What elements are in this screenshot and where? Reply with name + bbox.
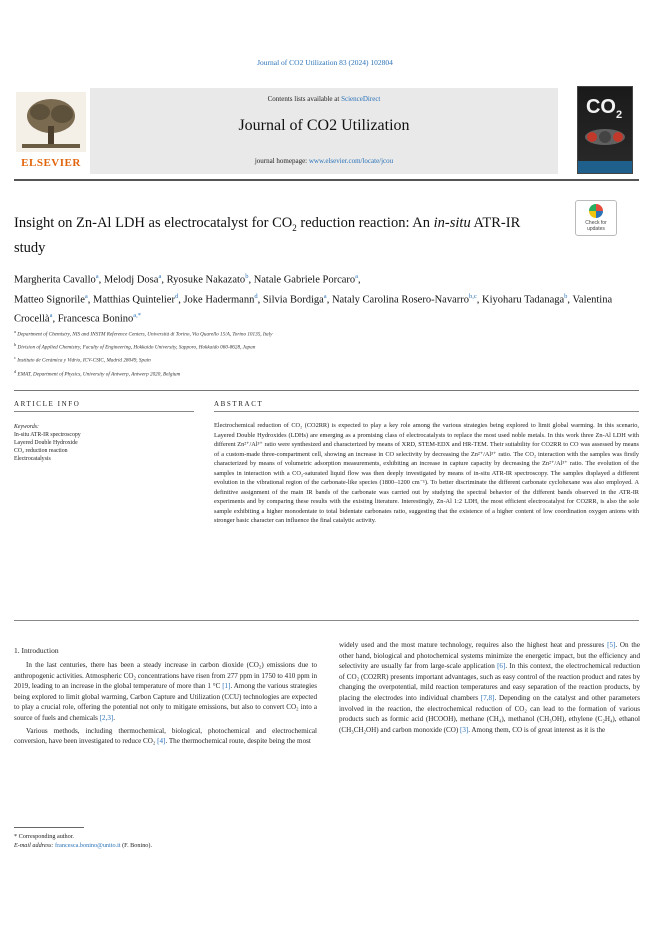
right-text-e: . Among them, CO is of great interest as it is the: [468, 725, 606, 734]
title-part1: Insight on Zn-Al LDH as electrocatalyst for CO: [14, 215, 293, 231]
para2-text-a: Various methods, including thermochemical, biological, photochemical and electrochemical conversion, have been investigated to reduce CO₂: [14, 726, 317, 746]
section-heading-introduction: 1. Introduction: [14, 646, 59, 655]
homepage-line: [90, 157, 558, 165]
author-affiliation-marker[interactable]: a: [49, 312, 53, 319]
badge-line1: Check for: [585, 220, 607, 226]
reference-link[interactable]: [2,3]: [99, 713, 114, 722]
publisher-name: ELSEVIER: [21, 157, 81, 169]
reference-link[interactable]: [3]: [460, 725, 469, 734]
author-name[interactable]: Matteo Signorile: [14, 294, 85, 305]
homepage-link[interactable]: www.elsevier.com/locate/jcou: [308, 157, 394, 165]
author-separator: ,: [98, 274, 104, 286]
title-italic: in-situ: [433, 215, 471, 231]
reference-link[interactable]: [1]: [222, 682, 231, 691]
author-name[interactable]: Melodj Dosa: [103, 274, 159, 286]
homepage-prefix: journal homepage:: [254, 157, 309, 165]
right-text-d: . Depending on the catalyst and other parameters involved in the reaction, the electrochemical reduction of CO₂ can lead to the formation of various products such as formic acid (HCOOH), methane (CH₄), methanol (CH₃OH), ethylene (C₂H₄), ethanol (CH₃CH₂OH) and carbon monoxide (CO): [339, 693, 641, 734]
affiliation-item: [14, 340, 614, 353]
affiliation-divider: [14, 390, 639, 391]
author-separator: ,: [476, 294, 482, 305]
affiliation-marker: d: [14, 368, 17, 374]
author-affiliation-marker[interactable]: a: [323, 292, 327, 300]
body-column-left: [14, 660, 317, 749]
affiliation-marker: a: [14, 329, 16, 334]
elsevier-tree-logo: [16, 92, 86, 152]
intro-paragraph-right: [339, 640, 640, 735]
article-info-rule: [14, 411, 194, 412]
footnote: [14, 832, 314, 850]
affiliation-text: Department of Chemistry, NIS and INSTM Reference Centers, Università di Torino, Via Quarello 15/A, Torino 10135, Italy: [17, 331, 273, 338]
header-divider: [14, 179, 639, 181]
affiliation-list: [14, 327, 614, 380]
right-text-a: widely used and the most mature technology, requires also the highest heat and pressures: [339, 641, 608, 649]
corresponding-author-note: * Corresponding author.: [14, 833, 74, 840]
title-sub: 2: [292, 222, 297, 233]
email-label: E-mail address:: [14, 842, 56, 849]
para2-text-b: . The thermochemical route, despite being the most: [165, 737, 311, 746]
author-separator: ,: [178, 294, 184, 305]
para1-text-a: In the last centuries, there has been a steady increase in carbon dioxide (CO₂) emissions due to anthropogenic activities. Atmospheric CO₂ concentrations have risen from 277 ppm in 1750 to 410 ppm in 2019, leading to an increase in the global temperature of more than 1 °C: [14, 661, 317, 691]
contents-prefix: Contents lists available at: [267, 95, 342, 103]
affiliation-text: Division of Applied Chemistry, Faculty of Engineering, Hokkaido University, Sapporo, Hokkaido 060-8628, Japan: [17, 344, 256, 351]
author-separator: ,: [257, 294, 263, 305]
author-affiliation-marker[interactable]: d: [254, 292, 258, 300]
cover-co2-word: [577, 96, 631, 121]
affiliation-item: [14, 327, 614, 340]
contents-line: [90, 95, 558, 103]
author-name[interactable]: Nataly Carolina Rosero-Navarro: [331, 294, 469, 305]
author-name[interactable]: Matthias Quintelier: [93, 294, 175, 305]
abstract-divider: [14, 620, 639, 621]
author-separator: ,: [87, 294, 94, 305]
right-text-b: . On the other hand, biological and photochemical systems minimize the energetic impact, but the efficiency and selectivity are usually far from large-scale application: [339, 641, 640, 671]
affiliation-item: [14, 367, 614, 380]
body-column-right: [339, 640, 640, 735]
article-title: [14, 213, 554, 258]
affiliation-marker: c: [14, 355, 16, 361]
author-affiliation-marker[interactable]: d: [174, 292, 179, 300]
affiliation-marker: b: [14, 342, 17, 348]
affiliation-text: Instituto de Cerámica y Vidrio, ICV-CSIC, Madrid 28049, Spain: [17, 358, 151, 365]
author-name[interactable]: Silvia Bordiga: [262, 294, 324, 305]
title-part3: ATR-IR study: [14, 215, 521, 256]
affiliation-item: [14, 353, 614, 366]
reference-link[interactable]: [7,8]: [480, 693, 495, 702]
author-name[interactable]: Francesca Bonino: [57, 313, 134, 325]
abstract-rule: [214, 411, 639, 412]
keyword-item: Electrocatalysis: [14, 456, 51, 462]
author-name[interactable]: Natale Gabriele Porcaro: [253, 274, 356, 286]
author-name[interactable]: Ryosuke Nakazato: [166, 274, 246, 286]
author-name[interactable]: Joke Hadermann: [183, 294, 255, 305]
author-affiliation-marker[interactable]: a: [95, 273, 99, 280]
email-link[interactable]: francesca.bonino@unito.it: [55, 842, 121, 849]
email-suffix: (F. Bonino).: [120, 842, 153, 849]
journal-title: Journal of CO2 Utilization: [238, 117, 410, 134]
reference-link[interactable]: [4]: [157, 737, 166, 746]
journal-citation[interactable]: Journal of CO2 Utilization 83 (2024) 102804: [257, 58, 393, 67]
badge-line2: updates: [587, 226, 605, 232]
author-separator: ,: [567, 294, 573, 305]
author-name[interactable]: Valentina Crocellà: [14, 294, 613, 325]
author-separator: ,: [248, 274, 254, 286]
keyword-item: In-situ ATR-IR spectroscopy: [14, 432, 81, 438]
keyword-item: Layered Double Hydroxide: [14, 440, 78, 446]
author-name[interactable]: Kiyoharu Tadanaga: [482, 294, 565, 305]
abstract-heading: ABSTRACT: [214, 400, 264, 408]
sciencedirect-link[interactable]: ScienceDirect: [341, 95, 381, 103]
para1-text-c: .: [113, 713, 116, 722]
footnote-rule: [14, 827, 84, 828]
author-separator: ,: [326, 294, 332, 305]
title-part2: reduction reaction: An: [296, 215, 434, 231]
reference-link[interactable]: [6]: [497, 662, 506, 671]
check-for-updates-badge[interactable]: [575, 200, 617, 236]
keyword-list: [14, 431, 194, 463]
intro-paragraph-1: [14, 660, 317, 724]
author-separator: ,: [358, 274, 361, 286]
keyword-item: CO₂ reduction reaction: [14, 448, 68, 454]
intro-paragraph-2: [14, 726, 317, 747]
check-updates-icon: [589, 204, 603, 218]
right-text-c: . In this context, the electrochemical reduction of CO₂ (CO2RR) presents important advantages, such as easy control of the reaction product and rates by changing the overpotential, mild reaction temperatures and easy separation of the reaction products, by placing the electrodes into individual chambers: [339, 662, 640, 702]
author-affiliation-marker[interactable]: a,*: [133, 312, 142, 319]
article-info-heading: ARTICLE INFO: [14, 400, 81, 408]
cover-co-text: CO: [585, 96, 616, 118]
author-separator: ,: [161, 274, 167, 286]
author-affiliation-marker[interactable]: a: [355, 273, 359, 280]
keywords-label: Keywords:: [14, 424, 39, 430]
author-affiliation-marker[interactable]: b: [245, 273, 249, 280]
reference-link[interactable]: [5]: [607, 641, 616, 649]
author-affiliation-marker[interactable]: a: [158, 273, 162, 280]
email-line: [14, 841, 314, 850]
cover-sub-text: 2: [615, 109, 623, 121]
author-affiliation-marker[interactable]: b: [564, 292, 568, 300]
author-affiliation-marker[interactable]: b,c: [468, 292, 477, 300]
author-list: [14, 269, 614, 328]
author-affiliation-marker[interactable]: a: [84, 292, 88, 300]
abstract-text: Electrochemical reduction of CO₂ (CO2RR) is expected to play a key role among the various strategies being explored to limit global warming. In this scenario, Layered Double Hydroxides (LDHs) are emerging as a promising class of electrocatalysts to replace the most used noble metals. In this work three Zn-Al LDH with different Zn²⁺/Al³⁺ ratio were synthesized and characterized by means of XRD, STEM-EDX and HR-TEM. Their suitability for CO2RR to CO was assessed by means of a custom-made three-compartment cell, showing an increase in CO selectivity by decreasing the Zn²⁺/Al³⁺ ratio. The CO₂ interaction with the samples was firstly characterized by means of volumetric adsorption measurements, exhibiting an increase in capture capacity by decreasing the Zn²⁺/Al³⁺ ratio. The evolution of the samples in interaction with a CO₂-saturated liquid flow was then deeply investigated by means of in-situ ATR-IR spectroscopy. The samples displayed a different evolution in the vibrational region of the carbonate-like species (1800–1200 cm⁻¹). To better discriminate the different carbonate cyclohexane was also employed. A definitive assignment of the main IR bands of the carbonate was carried out by studying the spectral behavior of the different bands observed in the ATR-IR experiments and by comparing these results with the existing literature. Interestingly, Zn-Al 1:2 LDH, the most efficient electrocatalyst for CO2RR, is also the sole sample exhibiting a higher monodentate to total bidentate carbonates ratio, suggesting that the existence of a higher content of low coordination oxygen anions with stronger basic character can influence the final catalytic activity.: [214, 422, 639, 524]
author-separator: ,: [52, 313, 58, 325]
author-name[interactable]: Margherita Cavallo: [14, 274, 96, 286]
keywords-block: [14, 423, 194, 463]
affiliation-text: EMAT, Department of Physics, University of Antwerp, Antwerp 2020, Belgium: [17, 371, 181, 378]
para1-text-b: . Among the various strategies being explored to limit global warming, Carbon Capture and Utilization (CCU) technologies are expected to play a crucial role, offering the potential not only to mitigate emissions, but also to convert CO₂ into a source of fuels and chemicals: [14, 682, 317, 722]
